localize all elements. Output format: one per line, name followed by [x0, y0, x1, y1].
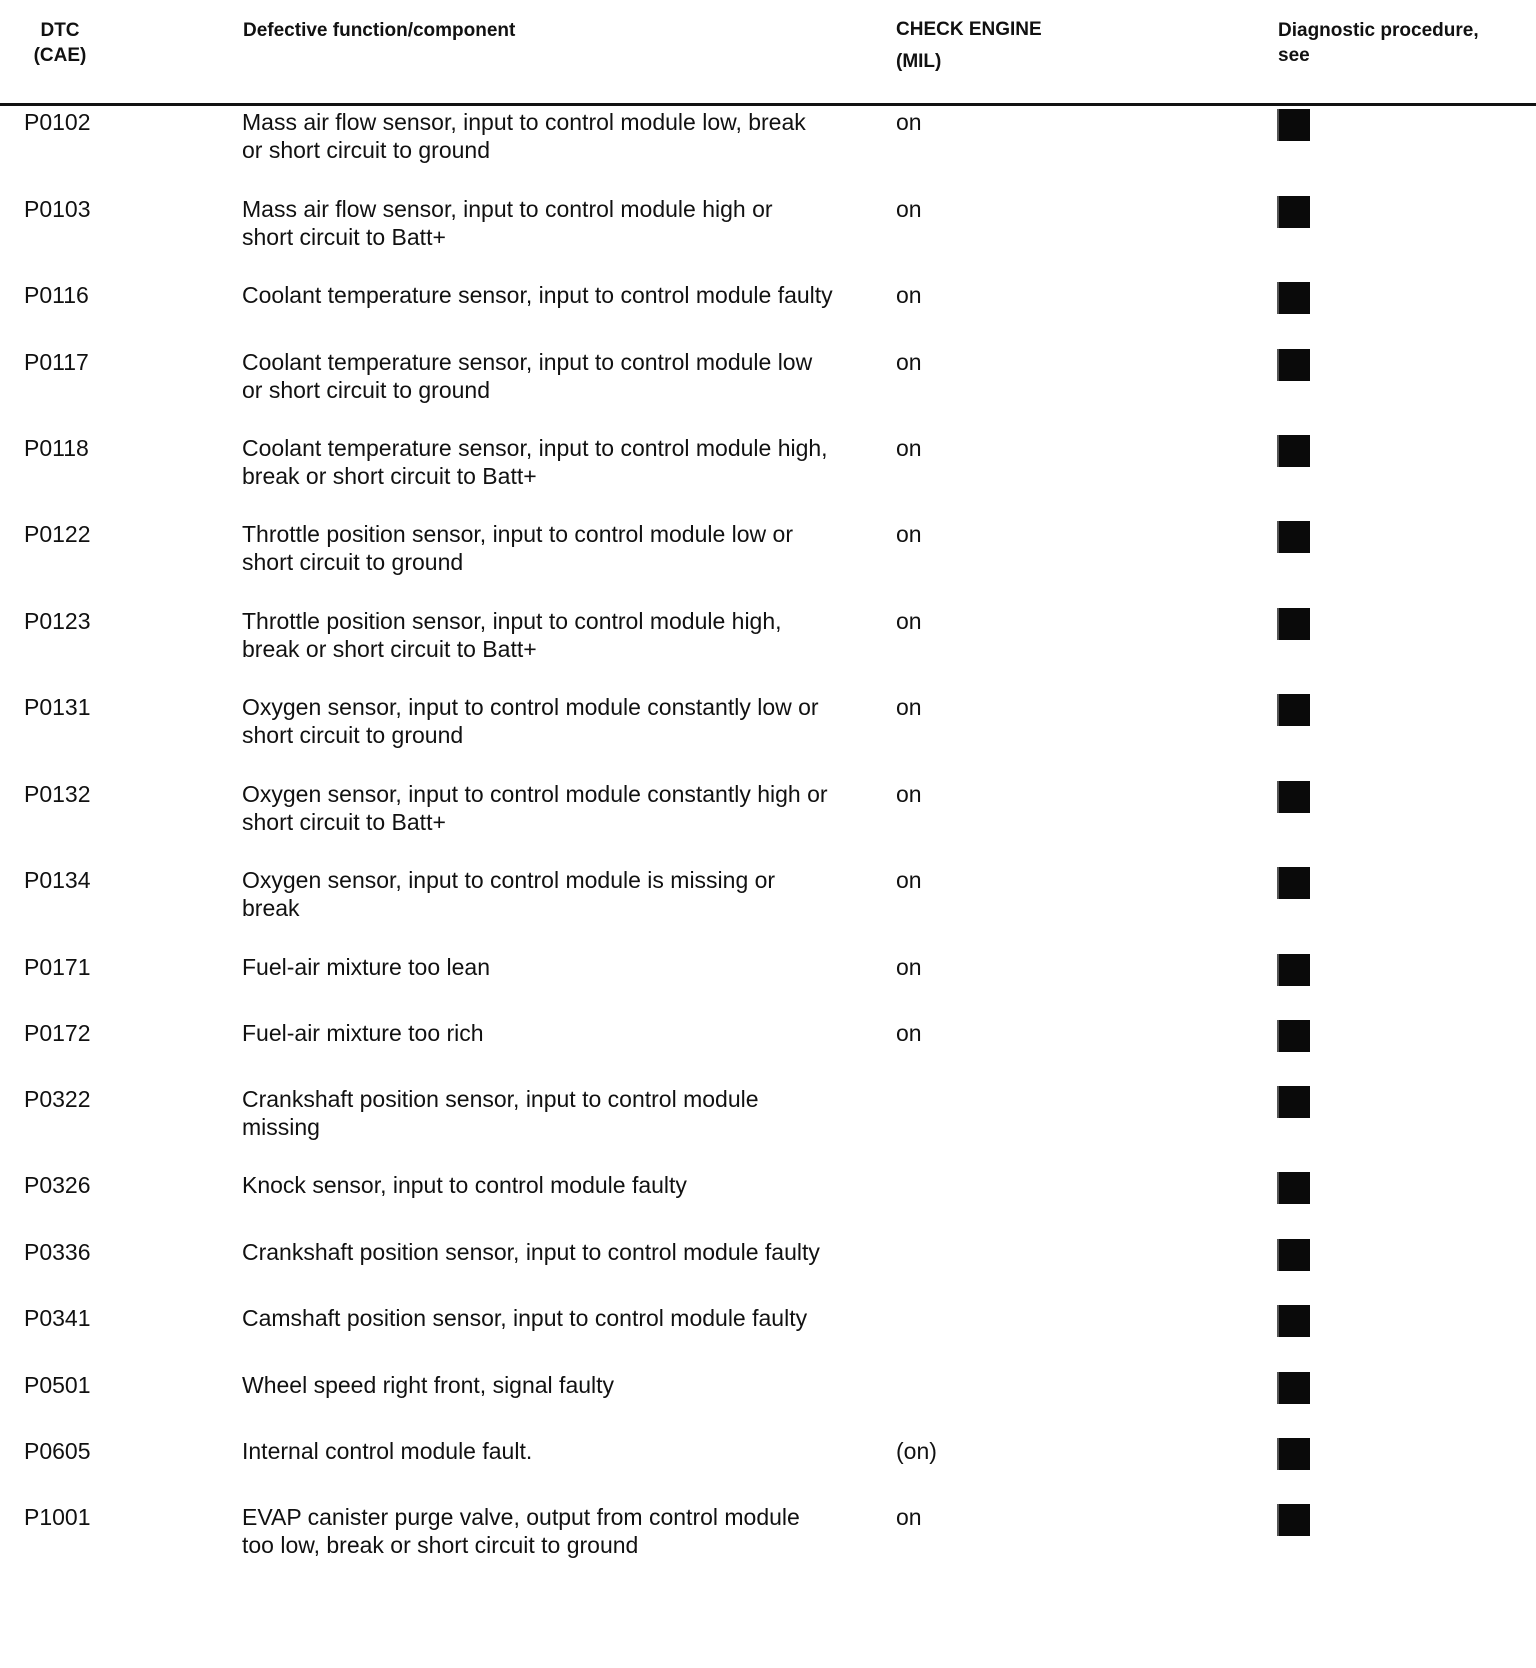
dtc-table-body	[0, 108, 1536, 1589]
defective-function: Knock sensor, input to control module faulty	[242, 1172, 687, 1198]
table-header	[0, 0, 1536, 106]
defective-function: Wheel speed right front, signal faulty	[242, 1372, 615, 1398]
defective-function: Internal control module fault.	[242, 1438, 533, 1464]
mil-status: (on)	[896, 1438, 937, 1464]
diagnostic-procedure-link[interactable]	[1277, 349, 1310, 381]
defective-function: Fuel-air mixture too lean	[242, 954, 490, 980]
diagnostic-procedure-link[interactable]	[1277, 694, 1310, 726]
dtc-code: P0341	[24, 1305, 91, 1331]
table-row	[0, 1503, 1536, 1589]
defective-function: Oxygen sensor, input to control module is missing or break	[242, 867, 776, 921]
table-row	[0, 1019, 1536, 1085]
dtc-code: P0132	[24, 781, 91, 807]
defective-function: Crankshaft position sensor, input to control module faulty	[242, 1239, 820, 1265]
column-header-dtc: DTC (CAE)	[33, 20, 87, 66]
diagnostic-procedure-link[interactable]	[1277, 954, 1310, 986]
defective-function: Camshaft position sensor, input to control module faulty	[242, 1305, 808, 1331]
diagnostic-procedure-link[interactable]	[1277, 608, 1310, 640]
dtc-code: P0326	[24, 1172, 91, 1198]
table-row	[0, 780, 1536, 866]
mil-status: on	[896, 1504, 922, 1530]
mil-status: on	[896, 781, 922, 807]
diagnostic-procedure-link[interactable]	[1277, 1438, 1310, 1470]
defective-function: Coolant temperature sensor, input to control module high, break or short circuit to Batt+	[242, 435, 828, 489]
mil-status: on	[896, 109, 922, 135]
diagnostic-procedure-link[interactable]	[1277, 1086, 1310, 1118]
table-row	[0, 195, 1536, 281]
diagnostic-procedure-link[interactable]	[1277, 1172, 1310, 1204]
defective-function: Throttle position sensor, input to control module high, break or short circuit to Batt+	[242, 608, 782, 662]
mil-status: on	[896, 954, 922, 980]
dtc-code: P0117	[24, 349, 89, 375]
table-row	[0, 520, 1536, 607]
dtc-code: P0122	[24, 521, 91, 547]
table-row	[0, 108, 1536, 195]
mil-status: on	[896, 349, 922, 375]
dtc-code: P0171	[24, 954, 91, 980]
table-row	[0, 1171, 1536, 1238]
table-row	[0, 1238, 1536, 1304]
dtc-code: P0116	[24, 282, 89, 308]
dtc-code: P0131	[24, 694, 91, 720]
diagnostic-procedure-link[interactable]	[1277, 867, 1310, 899]
dtc-code: P0102	[24, 109, 91, 135]
column-header-mil: CHECK ENGINE (MIL)	[896, 19, 1042, 72]
diagnostic-procedure-link[interactable]	[1277, 1020, 1310, 1052]
dtc-code: P0172	[24, 1020, 91, 1046]
dtc-code: P0118	[24, 435, 89, 461]
table-row	[0, 693, 1536, 780]
diagnostic-procedure-link[interactable]	[1277, 109, 1310, 141]
defective-function: Throttle position sensor, input to control module low or short circuit to ground	[242, 521, 794, 575]
dtc-code: P0605	[24, 1438, 91, 1464]
dtc-code: P0123	[24, 608, 91, 634]
defective-function: Mass air flow sensor, input to control module low, break or short circuit to ground	[242, 109, 806, 163]
table-row	[0, 348, 1536, 434]
diagnostic-procedure-link[interactable]	[1277, 781, 1310, 813]
table-row	[0, 866, 1536, 953]
mil-status: on	[896, 694, 922, 720]
column-header-diagnostic: Diagnostic procedure, see	[1278, 20, 1479, 66]
table-row	[0, 281, 1536, 348]
mil-status: on	[896, 1020, 922, 1046]
diagnostic-procedure-link[interactable]	[1277, 1372, 1310, 1404]
column-header-function: Defective function/component	[243, 20, 516, 41]
defective-function: Oxygen sensor, input to control module constantly low or short circuit to ground	[242, 694, 819, 748]
diagnostic-procedure-link[interactable]	[1277, 435, 1310, 467]
defective-function: Coolant temperature sensor, input to control module faulty	[242, 282, 833, 308]
dtc-code: P0322	[24, 1086, 91, 1112]
dtc-code: P0501	[24, 1372, 91, 1398]
diagnostic-procedure-link[interactable]	[1277, 1305, 1310, 1337]
mil-status: on	[896, 608, 922, 634]
dtc-code: P0336	[24, 1239, 91, 1265]
table-row	[0, 1085, 1536, 1171]
dtc-code: P0134	[24, 867, 91, 893]
mil-status: on	[896, 435, 922, 461]
table-row	[0, 953, 1536, 1019]
defective-function: Oxygen sensor, input to control module constantly high or short circuit to Batt+	[242, 781, 828, 835]
table-row	[0, 1371, 1536, 1437]
dtc-code: P0103	[24, 196, 91, 222]
diagnostic-procedure-link[interactable]	[1277, 1504, 1310, 1536]
table-row	[0, 607, 1536, 693]
table-row	[0, 1304, 1536, 1371]
dtc-code: P1001	[24, 1504, 91, 1530]
diagnostic-procedure-link[interactable]	[1277, 282, 1310, 314]
defective-function: Crankshaft position sensor, input to control module missing	[242, 1086, 759, 1140]
table-row	[0, 1437, 1536, 1503]
mil-status: on	[896, 521, 922, 547]
diagnostic-procedure-link[interactable]	[1277, 521, 1310, 553]
header-divider	[0, 103, 1536, 106]
defective-function: Fuel-air mixture too rich	[242, 1020, 484, 1046]
defective-function: EVAP canister purge valve, output from control module too low, break or short circuit to ground	[242, 1504, 800, 1558]
diagnostic-procedure-link[interactable]	[1277, 1239, 1310, 1271]
defective-function: Mass air flow sensor, input to control module high or short circuit to Batt+	[242, 196, 773, 250]
table-row	[0, 434, 1536, 520]
mil-status: on	[896, 867, 922, 893]
diagnostic-procedure-link[interactable]	[1277, 196, 1310, 228]
defective-function: Coolant temperature sensor, input to control module low or short circuit to ground	[242, 349, 813, 403]
mil-status: on	[896, 196, 922, 222]
mil-status: on	[896, 282, 922, 308]
